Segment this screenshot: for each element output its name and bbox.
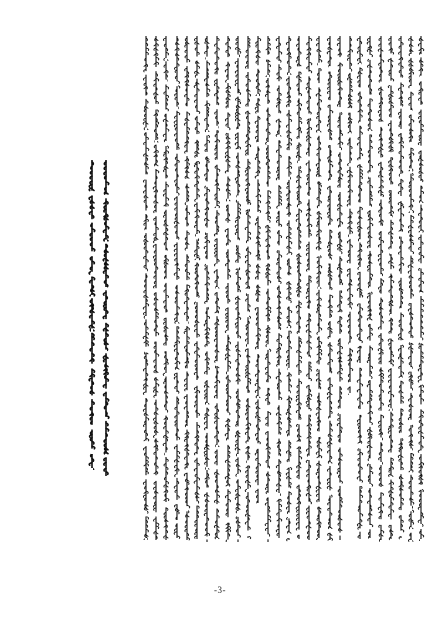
text-column-7: [203, 36, 211, 542]
text-column-11: [244, 36, 252, 540]
text-column-28: [417, 36, 425, 541]
text-column-19: [326, 36, 334, 542]
text-column-17: [305, 36, 313, 542]
text-column-9: [224, 36, 232, 542]
text-column-5: [183, 36, 191, 542]
text-column-1: [142, 36, 150, 540]
text-column-25: [387, 36, 395, 541]
text-column-20: [336, 36, 344, 540]
text-column-2: [152, 36, 160, 542]
page-number: -3-: [214, 585, 226, 595]
text-column-3: [162, 36, 170, 542]
text-column-13: [264, 36, 272, 542]
text-column-6: [193, 36, 201, 541]
text-column-18: [315, 36, 323, 540]
text-column-26: [397, 36, 405, 540]
text-column-4: [173, 36, 181, 540]
text-column-21: [346, 36, 354, 395]
text-column-24: [377, 36, 385, 542]
text-column-23: [366, 36, 374, 540]
text-column-12: [254, 36, 262, 505]
text-column-15: [285, 36, 293, 542]
text-column-16: [295, 36, 303, 541]
text-column-8: [213, 36, 221, 540]
heading-column-1: [88, 160, 96, 470]
text-column-10: [234, 36, 242, 542]
text-column-27: [407, 36, 415, 542]
heading-column-2: [102, 160, 110, 478]
text-column-22: [356, 36, 364, 541]
text-column-14: [275, 36, 283, 540]
